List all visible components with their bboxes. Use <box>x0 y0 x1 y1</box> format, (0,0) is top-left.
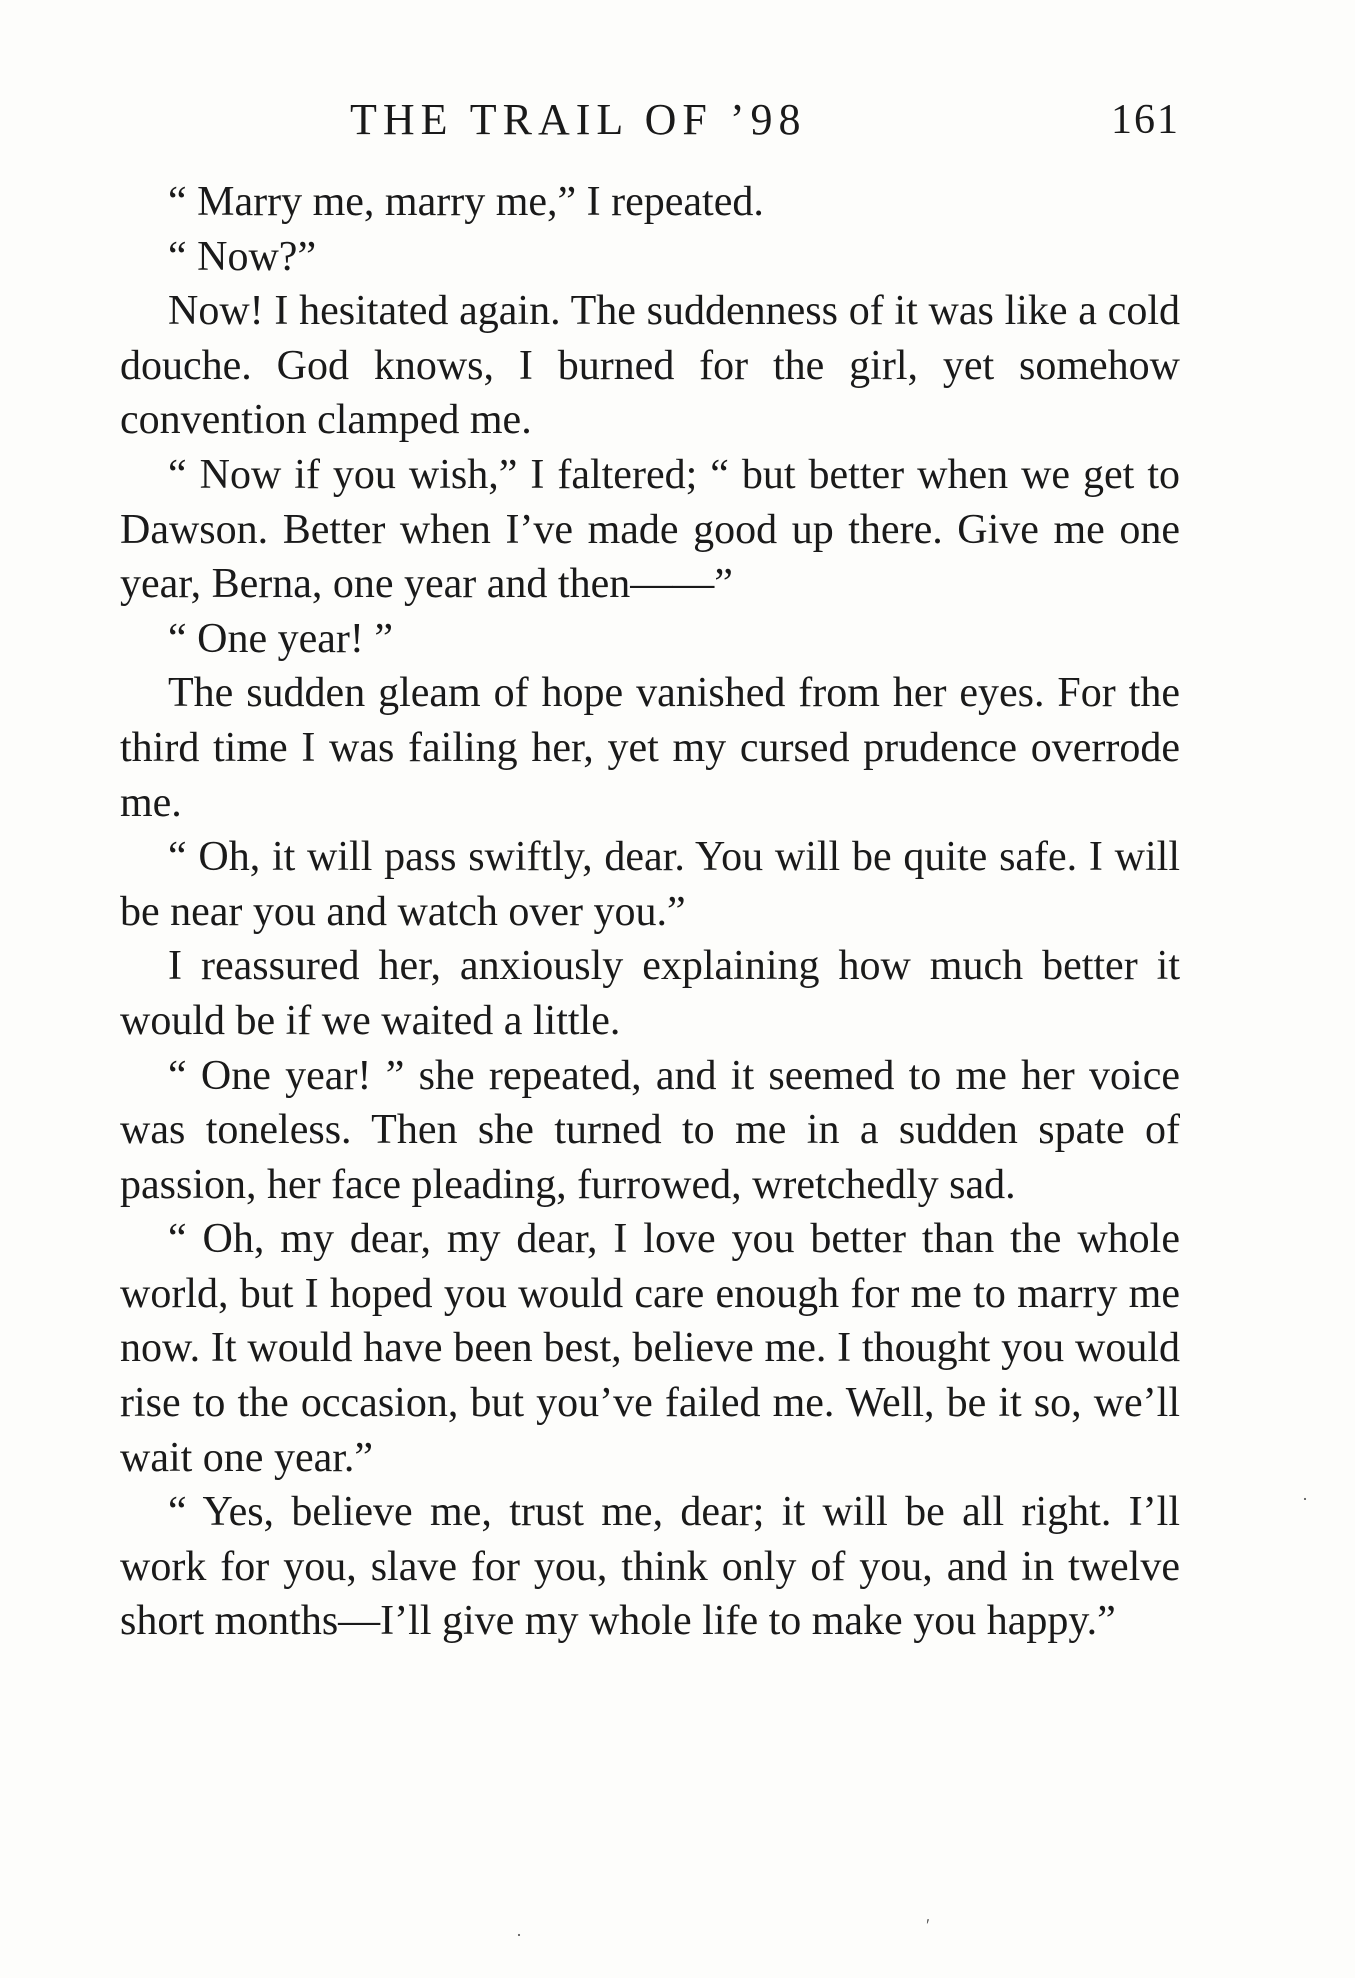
paragraph: “ Oh, it will pass swiftly, dear. You will be quite safe. I will be near you and watch over you.” <box>120 834 1180 935</box>
print-speck-mark: · <box>516 1925 522 1945</box>
paragraph: “ Now if you wish,” I faltered; “ but better when we get to Dawson. Better when I’ve made good up there. Give me one year, Berna, one year and then——” <box>120 451 1180 608</box>
paragraph: “ Now?” <box>168 233 317 280</box>
paragraph: “ Oh, my dear, my dear, I love you better than the whole world, but I hoped you would care enough for me to marry me now. It would have been best, believe me. I thought you would rise to the occasion, but you’ve failed me. Well, be it so, we’ll wait one year.” <box>120 1216 1180 1481</box>
paragraph: Now! I hesitated again. The suddenness of it was like a cold douche. God knows, I burned for the girl, yet somehow convention clamped me. <box>120 288 1180 444</box>
paragraph: The sudden gleam of hope vanished from her eyes. For the third time I was failing her, yet my cursed prudence overrode me. <box>120 670 1180 826</box>
print-speck-mark: · <box>1302 1489 1308 1509</box>
paragraph: “ One year! ” <box>168 615 394 662</box>
print-speck-mark: ʹ <box>926 1915 930 1935</box>
page-number: 161 <box>1111 97 1180 143</box>
running-title: THE TRAIL OF ’98 <box>350 95 807 144</box>
paragraph: “ Yes, believe me, trust me, dear; it will be all right. I’ll work for you, slave for you, think only of you, and in twelve short months—I’ll give my whole life to make you happy.” <box>120 1489 1180 1645</box>
running-head <box>120 95 1180 145</box>
paragraph: “ Marry me, marry me,” I repeated. <box>168 179 764 225</box>
body-text <box>120 175 1180 1649</box>
paragraph: I reassured her, anxiously explaining how much better it would be if we waited a little. <box>120 943 1180 1044</box>
paragraph: “ One year! ” she repeated, and it seemed to me her voice was toneless. Then she turned to me in a sudden spate of passion, her face pleading, furrowed, wretchedly sad. <box>120 1052 1180 1208</box>
